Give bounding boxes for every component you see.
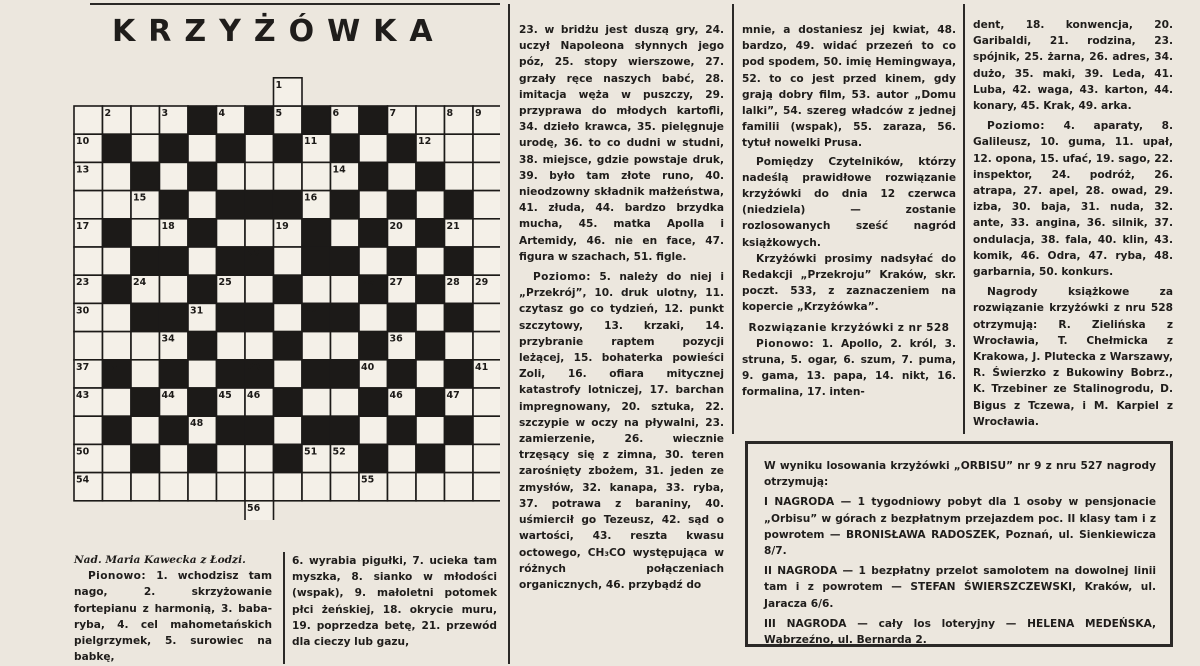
grid-black-cell — [388, 247, 417, 275]
grid-black-cell — [217, 134, 246, 162]
grid-clue-number: 31 — [190, 305, 204, 317]
grid-cell[interactable] — [416, 303, 445, 331]
grid-cell[interactable] — [131, 416, 160, 444]
grid-cell[interactable] — [245, 332, 274, 360]
grid-clue-number: 6 — [332, 108, 340, 119]
grid-cell[interactable] — [131, 473, 160, 501]
grid-cell[interactable] — [302, 332, 331, 360]
grid-black-cell — [359, 219, 388, 247]
grid-clue-number: 19 — [275, 220, 289, 232]
grid-clue-number: 40 — [361, 361, 375, 373]
grid-clue-number: 47 — [446, 390, 460, 401]
grid-cell[interactable] — [359, 416, 388, 444]
grid-clue-number: 46 — [389, 390, 403, 401]
grid-cell[interactable] — [74, 191, 103, 219]
grid-black-cell — [302, 416, 331, 444]
grid-cell[interactable] — [388, 444, 417, 472]
grid-black-cell — [160, 191, 189, 219]
grid-cell[interactable] — [359, 303, 388, 331]
grid-black-cell — [416, 275, 445, 303]
grid-cell[interactable] — [331, 473, 360, 501]
grid-black-cell — [302, 247, 331, 275]
grid-cell[interactable] — [302, 388, 331, 416]
vertical-clues-continued-2: 23. w bridżu jest duszą gry, 24. uczył Napoleona słynnych jego póz, 25. stopy wierszowe, 27. grzały ręce naszych babć, 28. imitacja węża w puszczy, 29. przyprawa do młodych kartofli, 34. dzieło krawca, 35. pielęgnuje urodę, 36. to co dudni w studni, 38. miejsce, gdzie powstaje druk, 39. było tam złote runo, 40. nieodzowny składnik małżeństwa, 41. złuda, 44. bardzo brzydka mucha, 45. matka Apolla i Artemidy, 46. nie en face, 47. figura w szachach, 51. figle. — [519, 24, 724, 263]
grid-clue-number: 18 — [161, 220, 175, 232]
grid-clue-number: 46 — [247, 390, 261, 401]
grid-black-cell — [217, 416, 246, 444]
grid-black-cell — [217, 191, 246, 219]
grid-clue-number: 12 — [418, 136, 432, 148]
crossword-title: KRZYŻÓWKA — [112, 14, 446, 49]
grid-black-cell — [416, 444, 445, 472]
grid-clue-number: 30 — [76, 305, 90, 317]
grid-black-cell — [359, 106, 388, 134]
grid-black-cell — [274, 134, 303, 162]
orbis-prize-box — [745, 441, 1173, 647]
grid-cell[interactable] — [473, 388, 500, 416]
grid-cell[interactable] — [473, 416, 500, 444]
contest-announcement: Pomiędzy Czytelników, którzy nadeślą prawidłowe rozwiązanie krzyżówki do dnia 12 czerwca (niedziela) — zostanie rozlosowanych sześć nagród książkowych. — [742, 155, 956, 249]
grid-clue-number: 5 — [275, 108, 283, 119]
column-rule-bottom-1 — [283, 552, 285, 664]
grid-black-cell — [103, 275, 132, 303]
grid-cell[interactable] — [445, 162, 474, 190]
grid-cell[interactable] — [445, 473, 474, 501]
grid-cell[interactable] — [160, 162, 189, 190]
grid-clue-number: 16 — [304, 192, 318, 204]
grid-black-cell — [188, 219, 217, 247]
column-rule-3 — [963, 4, 965, 434]
grid-clue-number: 26 — [361, 277, 375, 289]
grid-cell[interactable] — [217, 219, 246, 247]
grid-clue-number: 13 — [76, 164, 90, 176]
grid-clue-number: 3 — [161, 108, 169, 119]
grid-clue-number: 14 — [332, 164, 346, 176]
clues-column-bottom-left — [74, 552, 272, 665]
pionowo-heading: Pionowo: — [88, 570, 146, 583]
grid-cell[interactable] — [103, 473, 132, 501]
grid-cell[interactable] — [331, 388, 360, 416]
grid-black-cell — [217, 303, 246, 331]
solution-pionowo-heading: Pionowo: — [756, 337, 814, 350]
grid-cell[interactable] — [217, 444, 246, 472]
grid-clue-number: 34 — [161, 333, 175, 345]
solution-heading: Rozwiązanie krzyżówki z nr 528 — [748, 321, 950, 334]
solution-vertical-text: 1. Apollo, 2. król, 3. struna, 5. ogar, 6. szum, 7. puma, 9. gama, 13. papa, 14. nikt, 16. formalina, 17. inten- — [742, 337, 956, 399]
grid-cell[interactable] — [359, 247, 388, 275]
grid-cell[interactable] — [103, 303, 132, 331]
grid-clue-number: 38 — [104, 361, 118, 373]
horizontal-clues-text: 5. należy do niej i „Przekrój”, 10. druk ulotny, 11. czytasz go co tydzień, 12. punkt szczytowy, 13. krzaki, 14. przybranie raptem pozycji leżącej, 15. bohaterka powieści Zoli, 16. ofiara mitycznej katastrofy lotniczej, 17. barchan impregnowany, 20. sztuka, 22. szczypie w oczy na pływalni, 23. zamierzenie, 26. wiecznie trzęsący się z zimna, 30. teren zarośnięty zbożem, 31. jeden ze zmysłów, 32. kanapa, 33. ryba, 37. potrawa z baraniny, 40. uśmiercił go Tezeusz, 42. sąd o wartości, 43. reszta kwasu octowego, CH₃CO występująca w różnych połączeniach organicznych, 46. przybądź do — [519, 271, 724, 591]
grid-black-cell — [359, 332, 388, 360]
grid-black-cell — [245, 191, 274, 219]
grid-cell[interactable] — [188, 134, 217, 162]
vertical-clues-text: 1. wchodzisz tam nago, 2. skrzyżowanie fortepianu z harmonią, 3. baba-ryba, 4. cel mahometańskich pielgrzymek, 5. surowiec na babkę, — [74, 570, 272, 664]
grid-cell[interactable] — [274, 162, 303, 190]
author-caption: Nad. Maria Kawecka z Łodzi. — [74, 554, 246, 566]
grid-clue-number: 48 — [190, 418, 204, 430]
grid-black-cell — [103, 416, 132, 444]
grid-cell[interactable] — [131, 360, 160, 388]
solution-horizontal-text: 4. aparaty, 8. Galileusz, 10. guma, 11. upał, 12. opona, 15. ufać, 19. sago, 22. inspektor, 24. podróż, 26. atrapa, 27. apel, 28. owad, 29. izba, 30. baja, 31. nuda, 32. ante, 33. angina, 36. silnik, 37. ondulacja, 38. fala, 40. klin, 43. komik, 46. Odra, 47. ryba, 48. garbarnia, 50. konkurs. — [973, 120, 1173, 279]
orbis-prize-1: I NAGRODA — 1 tygodniowy pobyt dla 1 osoby w pensjonacie „Orbisu” w górach z bezpłatnym przejazdem poc. II klasy tam i z powrotem — BRONISŁAWA RADOSZEK, Poznań, ul. Sienkiewicza 8/7. — [764, 496, 1156, 558]
grid-clue-number: 32 — [304, 305, 318, 317]
grid-cell[interactable] — [131, 219, 160, 247]
grid-cell[interactable] — [416, 473, 445, 501]
grid-black-cell — [331, 360, 360, 388]
grid-black-cell — [188, 332, 217, 360]
grid-cell[interactable] — [473, 247, 500, 275]
grid-clue-number: 37 — [76, 361, 90, 373]
grid-cell[interactable] — [388, 473, 417, 501]
grid-black-cell — [245, 106, 274, 134]
grid-clue-number: 10 — [76, 136, 90, 148]
grid-clue-number: 44 — [161, 390, 175, 401]
grid-cell[interactable] — [473, 303, 500, 331]
grid-black-cell — [331, 247, 360, 275]
grid-black-cell — [274, 275, 303, 303]
grid-black-cell — [160, 247, 189, 275]
grid-black-cell — [188, 106, 217, 134]
grid-cell[interactable] — [473, 444, 500, 472]
grid-cell[interactable] — [302, 473, 331, 501]
grid-black-cell — [445, 191, 474, 219]
grid-clue-number: 50 — [76, 446, 90, 458]
grid-black-cell — [188, 162, 217, 190]
grid-cell[interactable] — [274, 360, 303, 388]
grid-cell[interactable] — [416, 360, 445, 388]
grid-black-cell — [359, 388, 388, 416]
orbis-intro: W wyniku losowania krzyżówki „ORBISU” nr 9 z nru 527 nagrody otrzymują: — [764, 460, 1156, 489]
grid-cell[interactable] — [473, 134, 500, 162]
grid-black-cell — [331, 416, 360, 444]
grid-cell[interactable] — [473, 332, 500, 360]
clues-column-4 — [973, 17, 1173, 430]
grid-clue-number: 29 — [475, 277, 489, 289]
grid-black-cell — [302, 219, 331, 247]
grid-clue-number: 4 — [218, 108, 226, 119]
grid-cell[interactable] — [160, 444, 189, 472]
grid-cell[interactable] — [331, 275, 360, 303]
grid-black-cell — [160, 416, 189, 444]
grid-cell[interactable] — [302, 275, 331, 303]
poziomo-heading: Poziomo: — [533, 271, 591, 284]
grid-cell[interactable] — [103, 191, 132, 219]
grid-clue-number: 21 — [446, 220, 460, 232]
grid-clue-number: 11 — [304, 136, 318, 148]
grid-black-cell — [188, 275, 217, 303]
grid-clue-number: 39 — [247, 361, 261, 373]
grid-clue-number: 2 — [104, 108, 112, 119]
grid-cell[interactable] — [359, 191, 388, 219]
grid-cell[interactable] — [103, 444, 132, 472]
grid-black-cell — [217, 247, 246, 275]
grid-cell[interactable] — [274, 247, 303, 275]
grid-black-cell — [131, 388, 160, 416]
solution-vertical-continued: dent, 18. konwencja, 20. Garibaldi, 21. rodzina, 23. spójnik, 25. żarna, 26. adres, 34. dużo, 35. maki, 39. Leda, 41. Luba, 42. waga, 43. karton, 44. konary, 45. Krak, 49. arka. — [973, 19, 1173, 113]
grid-black-cell — [416, 219, 445, 247]
mailing-instructions: Krzyżówki prosimy nadsyłać do Redakcji „Przekroju” Kraków, skr. poczt. 533, z zaznaczeniem na kopercie „Krzyżówka”. — [742, 252, 956, 314]
grid-black-cell — [160, 134, 189, 162]
grid-black-cell — [388, 416, 417, 444]
grid-clue-number: 41 — [475, 361, 489, 373]
grid-cell[interactable] — [245, 162, 274, 190]
grid-clue-number: 24 — [133, 277, 147, 289]
grid-cell[interactable] — [74, 106, 103, 134]
grid-black-cell — [103, 219, 132, 247]
crossword-grid — [0, 0, 500, 520]
grid-cell[interactable] — [245, 473, 274, 501]
grid-black-cell — [160, 360, 189, 388]
clues-column-bottom-middle — [292, 553, 497, 650]
grid-cell[interactable] — [359, 134, 388, 162]
grid-cell[interactable] — [103, 332, 132, 360]
grid-clue-number: 1 — [275, 79, 283, 91]
grid-cell[interactable] — [473, 162, 500, 190]
grid-cell[interactable] — [160, 275, 189, 303]
grid-cell[interactable] — [473, 191, 500, 219]
grid-cell[interactable] — [245, 134, 274, 162]
grid-black-cell — [188, 444, 217, 472]
grid-cell[interactable] — [388, 162, 417, 190]
grid-black-cell — [274, 191, 303, 219]
orbis-prize-3: III NAGRODA — cały los loteryjny — HELENA MEDEŃSKA, Wąbrzeźno, ul. Bernarda 2. — [764, 617, 1156, 647]
grid-black-cell — [359, 162, 388, 190]
grid-clue-number: 8 — [446, 108, 454, 119]
grid-cell[interactable] — [274, 473, 303, 501]
grid-black-cell — [388, 303, 417, 331]
grid-black-cell — [416, 162, 445, 190]
grid-black-cell — [131, 247, 160, 275]
grid-black-cell — [388, 191, 417, 219]
grid-black-cell — [245, 303, 274, 331]
grid-black-cell — [131, 303, 160, 331]
grid-clue-number: 36 — [389, 333, 403, 345]
grid-clue-number: 43 — [76, 390, 90, 401]
book-prize-winners: Nagrody książkowe za rozwiązanie krzyżówki z nru 528 otrzymują: R. Zielińska z Wrocławia, T. Chełmicka z Krakowa, J. Plutecka z Warszawy, R. Świerzko z Bukowiny Bobrz., K. Trzebiner ze Stalinogrodu, D. Bigus z Tczewa, i M. Karpiel z Wrocławia. — [973, 286, 1173, 428]
grid-black-cell — [359, 444, 388, 472]
grid-cell[interactable] — [416, 416, 445, 444]
grid-clue-number: 55 — [361, 474, 375, 486]
grid-black-cell — [302, 360, 331, 388]
grid-cell[interactable] — [74, 416, 103, 444]
grid-clue-number: 51 — [304, 446, 318, 458]
clues-column-3 — [742, 22, 956, 401]
grid-cell[interactable] — [217, 162, 246, 190]
grid-clue-number: 52 — [332, 446, 346, 458]
solution-poziomo-heading: Poziomo: — [987, 120, 1045, 133]
grid-black-cell — [445, 416, 474, 444]
grid-cell[interactable] — [245, 444, 274, 472]
grid-clue-number: 7 — [389, 108, 397, 119]
clues-column-2 — [519, 22, 724, 593]
grid-black-cell — [331, 303, 360, 331]
orbis-prize-2: II NAGRODA — 1 bezpłatny przelot samolotem na dowolnej linii tam i z powrotem — STEFAN ŚWIERSZCZEWSKI, Kraków, ul. Jaracza 6/6. — [764, 565, 1156, 610]
grid-cell[interactable] — [188, 473, 217, 501]
grid-clue-number: 27 — [389, 277, 403, 289]
grid-black-cell — [388, 134, 417, 162]
grid-black-cell — [245, 416, 274, 444]
grid-cell[interactable] — [160, 473, 189, 501]
grid-clue-number: 56 — [247, 502, 261, 514]
grid-black-cell — [274, 388, 303, 416]
grid-cell[interactable] — [131, 134, 160, 162]
grid-cell[interactable] — [188, 191, 217, 219]
grid-cell[interactable] — [416, 247, 445, 275]
grid-cell[interactable] — [245, 275, 274, 303]
grid-clue-number: 23 — [76, 277, 90, 289]
grid-cell[interactable] — [331, 332, 360, 360]
grid-clue-number: 17 — [76, 220, 90, 232]
grid-black-cell — [131, 444, 160, 472]
grid-black-cell — [188, 388, 217, 416]
grid-clue-number: 28 — [446, 277, 460, 289]
vertical-clues-continued: 6. wyrabia pigułki, 7. ucieka tam myszka, 8. sianko w młodości (wspak), 9. małoletni potomek płci żeńskiej, 18. okrycie muru, 19. poprzedza betę, 21. przewód dla cieczy lub gazu, — [292, 555, 497, 649]
grid-clue-number: 45 — [218, 390, 232, 401]
grid-black-cell — [217, 360, 246, 388]
grid-cell[interactable] — [188, 360, 217, 388]
grid-black-cell — [445, 247, 474, 275]
grid-cell[interactable] — [74, 332, 103, 360]
grid-cell[interactable] — [103, 162, 132, 190]
grid-clue-number: 25 — [218, 277, 232, 289]
grid-black-cell — [416, 388, 445, 416]
grid-cell[interactable] — [131, 106, 160, 134]
grid-cell[interactable] — [331, 219, 360, 247]
grid-black-cell — [388, 360, 417, 388]
grid-cell[interactable] — [188, 247, 217, 275]
grid-black-cell — [302, 106, 331, 134]
grid-cell[interactable] — [274, 303, 303, 331]
grid-clue-number: 20 — [389, 220, 403, 232]
horizontal-clues-continued: mnie, a dostaniesz jej kwiat, 48. bardzo, 49. widać przezeń to co pod spodem, 50. imię Hemingwaya, 52. to co jest przed kinem, gdy grają dobry film, 53. autor „Domu lalki”, 54. szereg władców z jednej familii (wspak), 55. zaraza, 56. tytuł nowelki Prusa. — [742, 24, 956, 150]
grid-clue-number: 35 — [275, 333, 289, 345]
grid-cell[interactable] — [302, 162, 331, 190]
grid-cell[interactable] — [103, 247, 132, 275]
grid-cell[interactable] — [445, 134, 474, 162]
grid-black-cell — [274, 444, 303, 472]
grid-clue-number: 54 — [76, 474, 90, 486]
grid-black-cell — [331, 191, 360, 219]
grid-clue-number: 9 — [475, 108, 482, 119]
grid-black-cell — [103, 134, 132, 162]
grid-cell[interactable] — [416, 191, 445, 219]
grid-cell[interactable] — [245, 219, 274, 247]
grid-black-cell — [445, 303, 474, 331]
grid-black-cell — [416, 332, 445, 360]
grid-cell[interactable] — [274, 416, 303, 444]
grid-cell[interactable] — [445, 444, 474, 472]
grid-cell[interactable] — [103, 388, 132, 416]
grid-cell[interactable] — [473, 473, 500, 501]
grid-clue-number: 22 — [247, 249, 261, 260]
grid-black-cell — [160, 303, 189, 331]
grid-clue-number: 15 — [133, 192, 147, 204]
grid-cell[interactable] — [131, 332, 160, 360]
grid-black-cell — [131, 162, 160, 190]
column-rule-2 — [732, 4, 734, 434]
grid-cell[interactable] — [74, 247, 103, 275]
grid-cell[interactable] — [217, 473, 246, 501]
grid-cell[interactable] — [416, 106, 445, 134]
column-rule-1 — [508, 4, 510, 664]
grid-black-cell — [445, 360, 474, 388]
grid-black-cell — [331, 134, 360, 162]
grid-cell[interactable] — [217, 332, 246, 360]
grid-cell[interactable] — [445, 332, 474, 360]
grid-cell[interactable] — [473, 219, 500, 247]
